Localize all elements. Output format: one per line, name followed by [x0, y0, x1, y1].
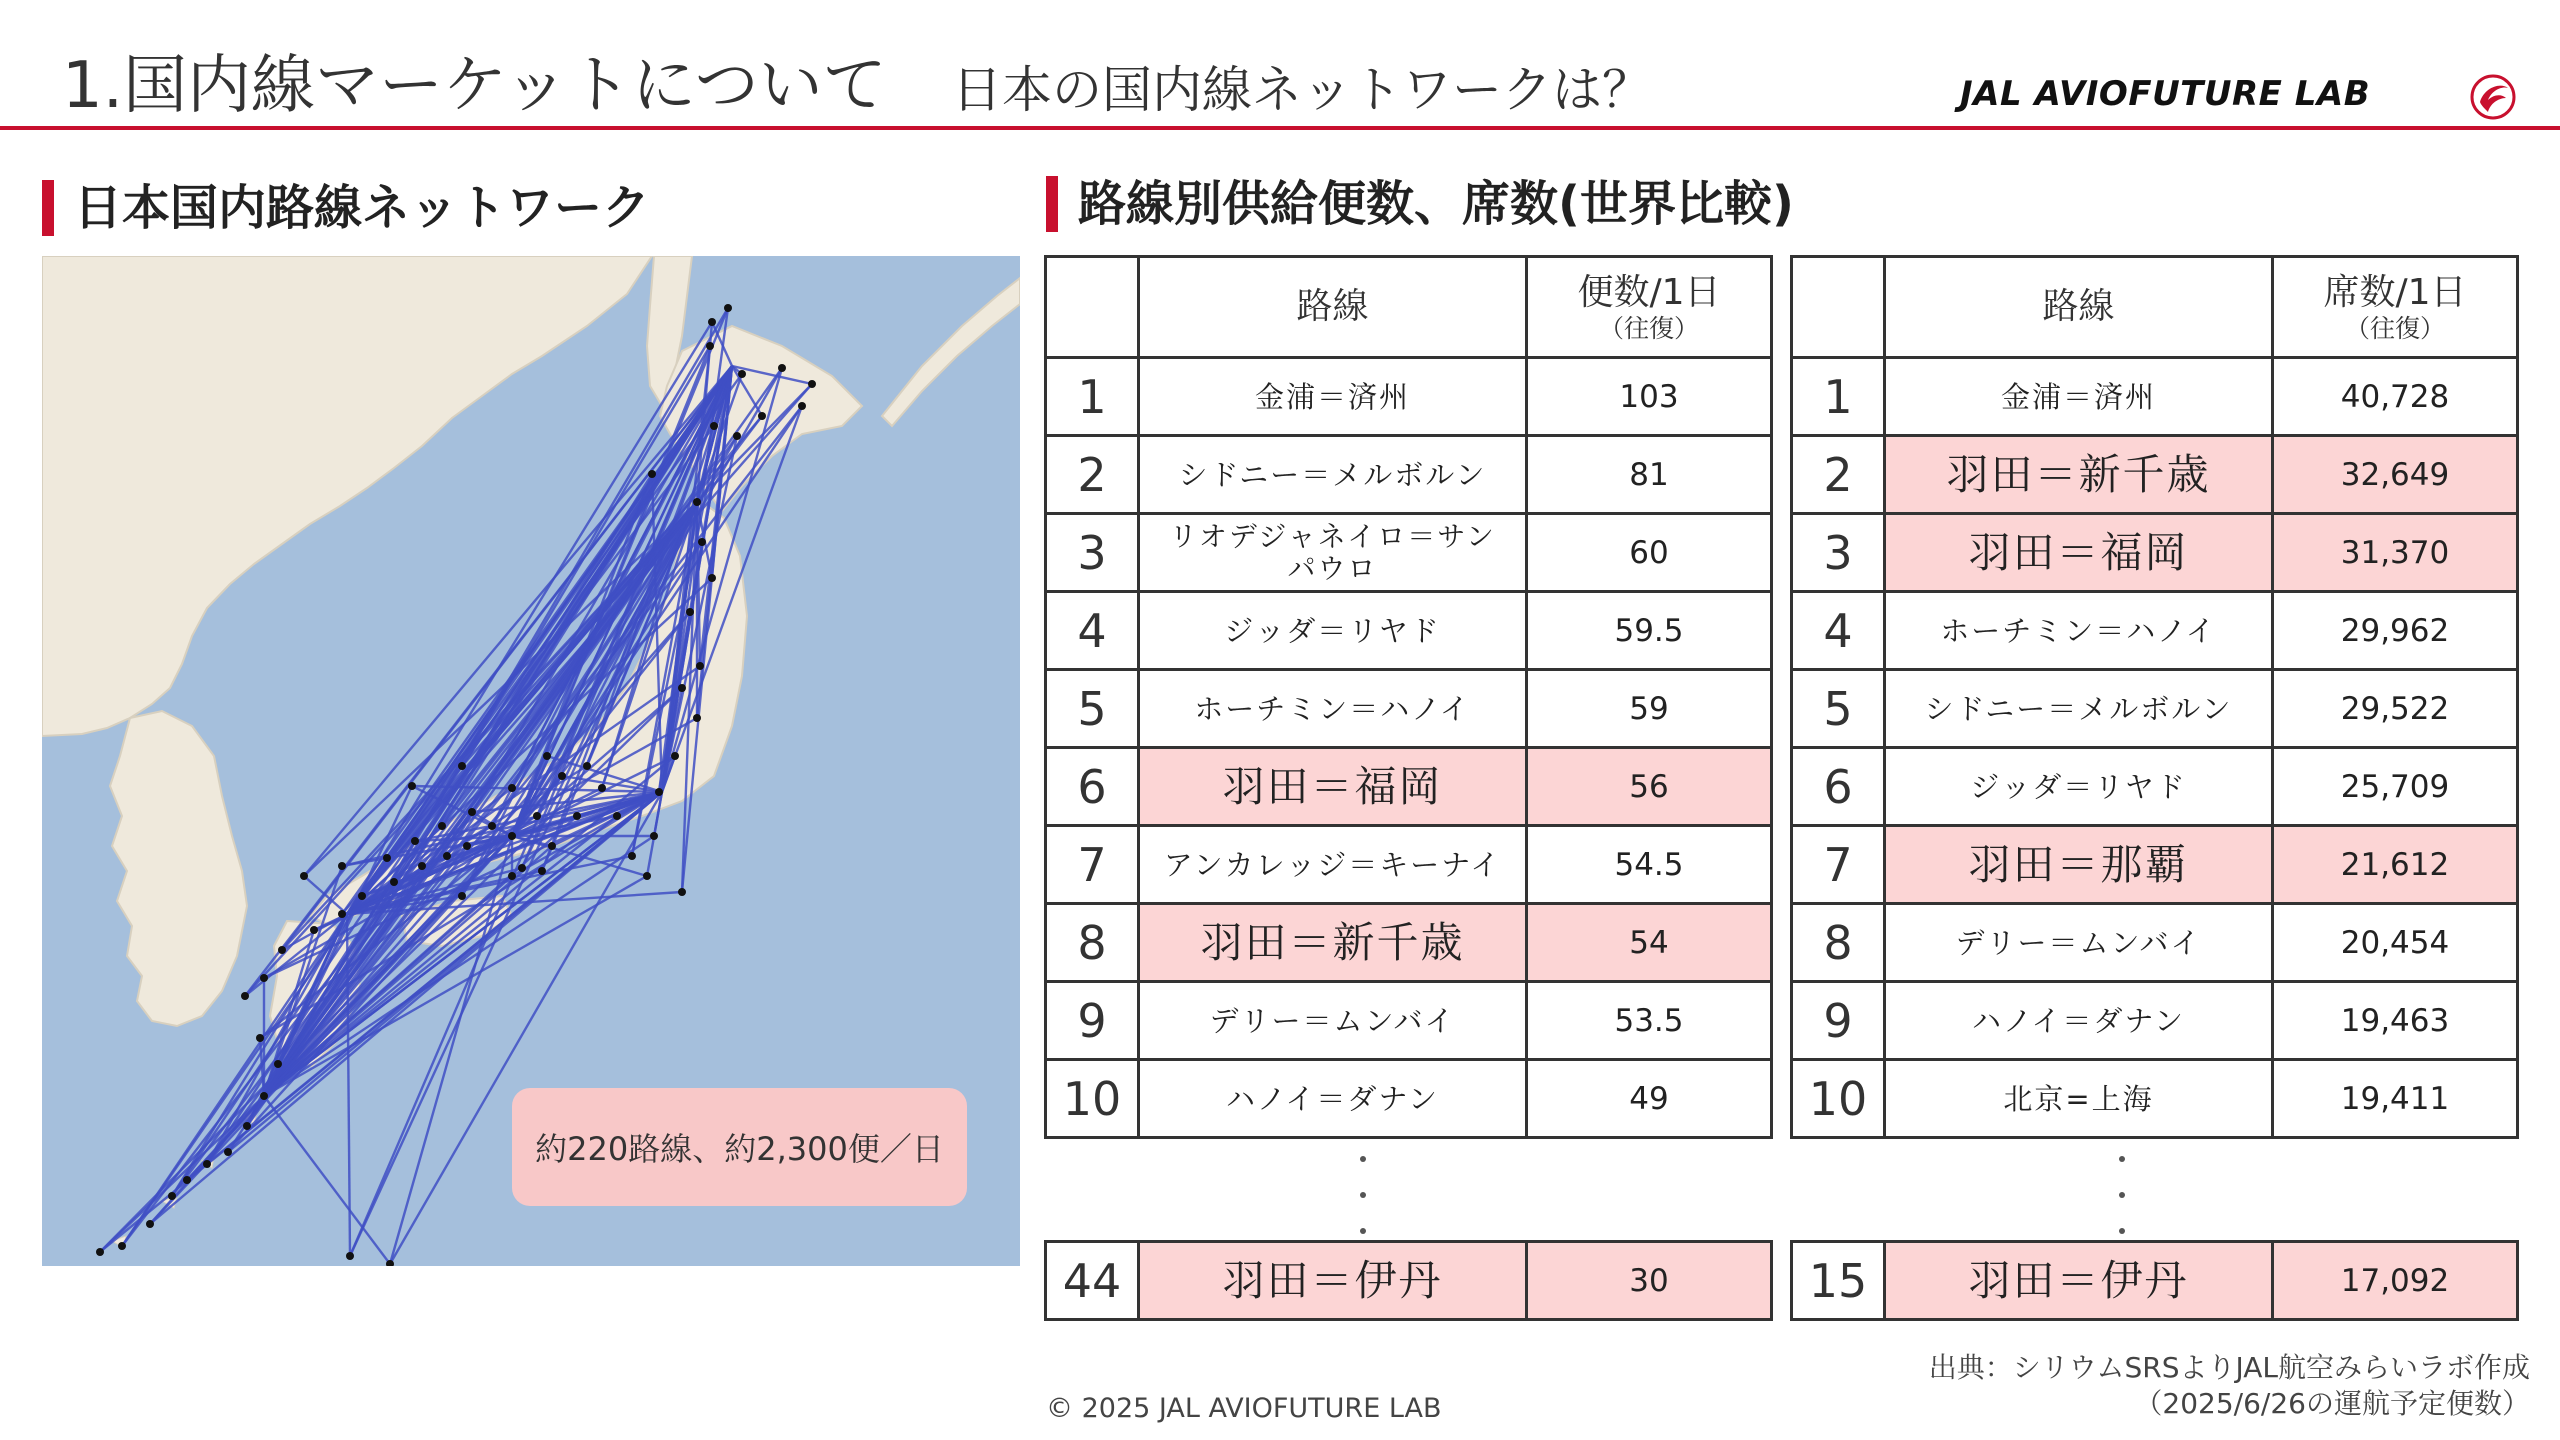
airport-dot: [274, 1060, 282, 1068]
airport-dot: [146, 1220, 154, 1228]
table-row: [1046, 826, 1772, 904]
tables-heading-text: 路線別供給便数、席数(世界比較): [1078, 176, 1794, 232]
airport-dot: [671, 752, 679, 760]
value-cell: 53.5: [1527, 982, 1772, 1060]
rank-cell: 2: [1046, 436, 1139, 514]
airport-dot: [518, 864, 526, 872]
rank-cell: 9: [1792, 982, 1885, 1060]
airport-dot: [655, 788, 663, 796]
airport-dot: [558, 772, 566, 780]
rank-cell: 1: [1046, 358, 1139, 436]
airport-dot: [260, 974, 268, 982]
rank-cell: 6: [1046, 748, 1139, 826]
airport-dot: [458, 892, 466, 900]
korean-peninsula-land: [110, 711, 247, 1026]
value-cell: 25,709: [2273, 748, 2518, 826]
airport-dot: [538, 867, 546, 875]
route-cell: シドニー＝メルボルン: [1885, 670, 2273, 748]
airport-dot: [678, 888, 686, 896]
table-row: [1792, 1242, 2518, 1320]
table-row: [1046, 670, 1772, 748]
route-cell: 北京=上海: [1885, 1060, 2273, 1138]
airport-dot: [463, 842, 471, 850]
route-cell: デリー＝ムンバイ: [1139, 982, 1527, 1060]
airport-dot: [411, 837, 419, 845]
route-cell: 羽田＝新千歳: [1885, 436, 2273, 514]
airport-dot: [778, 364, 786, 372]
route-cell: ジッダ＝リヤド: [1139, 592, 1527, 670]
seats-per-day-table: [1790, 255, 2519, 1139]
route-cell: 羽田＝福岡: [1885, 514, 2273, 592]
table-row: [1792, 1060, 2518, 1138]
route-cell: 羽田＝新千歳: [1139, 904, 1527, 982]
value-cell: 103: [1527, 358, 1772, 436]
airport-dot: [543, 752, 551, 760]
rank-cell: 8: [1792, 904, 1885, 982]
airport-dot: [338, 862, 346, 870]
rank-cell: 9: [1046, 982, 1139, 1060]
rank-cell: 5: [1792, 670, 1885, 748]
airport-dot: [758, 412, 766, 420]
airport-dot: [613, 812, 621, 820]
value-cell: 19,411: [2273, 1060, 2518, 1138]
table-row: [1046, 1242, 1772, 1320]
route-cell: 羽田＝伊丹: [1139, 1242, 1527, 1320]
airport-dot: [708, 574, 716, 582]
route-cell: 羽田＝伊丹: [1885, 1242, 2273, 1320]
jal-aviofuture-lab-logo: [1960, 68, 2520, 124]
value-cell: 30: [1527, 1242, 1772, 1320]
value-cell: 49: [1527, 1060, 1772, 1138]
route-cell: 金浦＝済州: [1139, 358, 1527, 436]
rank-cell: 10: [1792, 1060, 1885, 1138]
airport-dot: [698, 538, 706, 546]
rank-cell: 3: [1792, 514, 1885, 592]
airport-dot: [628, 852, 636, 860]
airport-dot: [508, 784, 516, 792]
airport-dot: [383, 854, 391, 862]
route-line: [264, 1096, 390, 1264]
airport-dot: [224, 1148, 232, 1156]
route-cell: アンカレッジ＝キーナイ: [1139, 826, 1527, 904]
rank-cell: 10: [1046, 1060, 1139, 1138]
flights-ellipsis: [1353, 1152, 1373, 1252]
airport-dot: [96, 1248, 104, 1256]
airport-dot: [443, 852, 451, 860]
table-row: [1046, 592, 1772, 670]
logo-text: JAL AVIOFUTURE LAB: [1960, 74, 2371, 114]
airport-dot: [458, 762, 466, 770]
value-header-cell: 便数/1日 （往復）: [1527, 257, 1772, 358]
table-row: [1792, 904, 2518, 982]
table-row: [1046, 514, 1772, 592]
value-cell: 32,649: [2273, 436, 2518, 514]
table-row: [1792, 592, 2518, 670]
rank-cell: 5: [1046, 670, 1139, 748]
rank-cell: 6: [1792, 748, 1885, 826]
table-row: [1792, 748, 2518, 826]
source-line-1: 出典：シリウムSRSよりJAL航空みらいラボ作成: [1928, 1351, 2530, 1384]
table-row: [1046, 1060, 1772, 1138]
map-heading-text: 日本国内路線ネットワーク: [74, 180, 651, 236]
airport-dot: [643, 872, 651, 880]
airport-dot: [710, 422, 718, 430]
airport-dot: [650, 832, 658, 840]
route-cell: ホーチミン＝ハノイ: [1885, 592, 2273, 670]
route-header-cell: 路線: [1139, 257, 1527, 358]
value-cell: 60: [1527, 514, 1772, 592]
airport-dot: [733, 432, 741, 440]
seats-ellipsis: [2112, 1152, 2132, 1252]
airport-dot: [488, 822, 496, 830]
rank-cell: 7: [1792, 826, 1885, 904]
airport-dot: [808, 380, 816, 388]
table-row: [1046, 748, 1772, 826]
airport-dot: [696, 662, 704, 670]
table-header-row: [1046, 257, 1772, 358]
airport-dot: [533, 812, 541, 820]
airport-dot: [706, 342, 714, 350]
table-row: [1792, 982, 2518, 1060]
value-cell: 40,728: [2273, 358, 2518, 436]
page-subtitle: 日本の国内線ネットワークは？: [952, 61, 1652, 119]
rank-header-cell: [1792, 257, 1885, 358]
airport-dot: [300, 872, 308, 880]
airport-dot: [118, 1242, 126, 1250]
airport-dot: [346, 1252, 354, 1260]
heading-accent-bar: [1046, 176, 1058, 232]
airport-dot: [183, 1176, 191, 1184]
rank-cell: 3: [1046, 514, 1139, 592]
flights-per-day-table: [1044, 255, 1773, 1139]
airport-dot: [278, 946, 286, 954]
value-cell: 19,463: [2273, 982, 2518, 1060]
table-row: [1046, 436, 1772, 514]
page-title: 1.国内線マーケットについて: [62, 49, 887, 123]
value-cell: 81: [1527, 436, 1772, 514]
jal-tsurumaru-icon: [2470, 74, 2516, 120]
airport-dot: [686, 608, 694, 616]
table-row: [1792, 514, 2518, 592]
rank-cell: 8: [1046, 904, 1139, 982]
table-row: [1792, 436, 2518, 514]
rank-header-cell: [1046, 257, 1139, 358]
value-cell: 17,092: [2273, 1242, 2518, 1320]
route-summary-callout: 約220路線、約2,300便／日: [512, 1088, 967, 1206]
table-header-row: [1792, 257, 2518, 358]
heading-accent-bar: [42, 180, 54, 236]
airport-dot: [508, 832, 516, 840]
seats-footer-table: [1790, 1240, 2519, 1321]
value-cell: 29,962: [2273, 592, 2518, 670]
airport-dot: [243, 1122, 251, 1130]
table-row: [1046, 982, 1772, 1060]
japan-route-network-map: [42, 256, 1020, 1266]
airport-dot: [573, 812, 581, 820]
airport-dot: [310, 926, 318, 934]
value-cell: 59: [1527, 670, 1772, 748]
table-row: [1046, 904, 1772, 982]
airport-dot: [256, 1034, 264, 1042]
rank-cell: 2: [1792, 436, 1885, 514]
airport-dot: [798, 402, 806, 410]
table-row: [1792, 826, 2518, 904]
airport-dot: [693, 498, 701, 506]
airport-dot: [738, 370, 746, 378]
copyright: © 2025 JAL AVIOFUTURE LAB: [1046, 1393, 1442, 1424]
airport-dot: [648, 470, 656, 478]
rank-cell: 4: [1792, 592, 1885, 670]
route-cell: 羽田＝福岡: [1139, 748, 1527, 826]
value-cell: 20,454: [2273, 904, 2518, 982]
airport-dot: [548, 842, 556, 850]
route-cell: 羽田＝那覇: [1885, 826, 2273, 904]
kuril-islands-land: [882, 278, 1020, 426]
airport-dot: [438, 822, 446, 830]
source-line-2: （2025/6/26の運航予定便数）: [2134, 1387, 2530, 1420]
header-divider: [0, 126, 2560, 130]
route-cell: ハノイ＝ダナン: [1139, 1060, 1527, 1138]
value-cell: 54: [1527, 904, 1772, 982]
rank-cell: 4: [1046, 592, 1139, 670]
route-cell: デリー＝ムンバイ: [1885, 904, 2273, 982]
airport-dot: [508, 872, 516, 880]
value-cell: 56: [1527, 748, 1772, 826]
rank-cell: 15: [1792, 1242, 1885, 1320]
value-cell: 21,612: [2273, 826, 2518, 904]
value-cell: 59.5: [1527, 592, 1772, 670]
table-row: [1792, 358, 2518, 436]
source-note: [1880, 1350, 2530, 1422]
route-cell: ジッダ＝リヤド: [1885, 748, 2273, 826]
airport-dot: [583, 762, 591, 770]
airport-dot: [203, 1160, 211, 1168]
route-cell: リオデジャネイロ＝サンパウロ: [1139, 514, 1527, 592]
route-header-cell: 路線: [1885, 257, 2273, 358]
route-cell: 金浦＝済州: [1885, 358, 2273, 436]
airport-dot: [678, 684, 686, 692]
rank-cell: 44: [1046, 1242, 1139, 1320]
airport-dot: [358, 892, 366, 900]
rank-cell: 7: [1046, 826, 1139, 904]
route-cell: シドニー＝メルボルン: [1139, 436, 1527, 514]
route-cell: ホーチミン＝ハノイ: [1139, 670, 1527, 748]
route-cell: ハノイ＝ダナン: [1885, 982, 2273, 1060]
airport-dot: [468, 808, 476, 816]
table-row: [1792, 670, 2518, 748]
value-header-cell: 席数/1日 （往復）: [2273, 257, 2518, 358]
airport-dot: [168, 1192, 176, 1200]
airport-dot: [241, 992, 249, 1000]
airport-dot: [338, 910, 346, 918]
rank-cell: 1: [1792, 358, 1885, 436]
airport-dot: [418, 862, 426, 870]
value-cell: 54.5: [1527, 826, 1772, 904]
table-row: [1046, 358, 1772, 436]
value-cell: 31,370: [2273, 514, 2518, 592]
airport-dot: [408, 782, 416, 790]
airport-dot: [260, 1092, 268, 1100]
route-line: [100, 1096, 264, 1252]
airport-dot: [708, 318, 716, 326]
value-cell: 29,522: [2273, 670, 2518, 748]
airport-dot: [390, 878, 398, 886]
airport-dot: [598, 784, 606, 792]
flights-footer-table: [1044, 1240, 1773, 1321]
airport-dot: [724, 304, 732, 312]
airport-dot: [693, 714, 701, 722]
